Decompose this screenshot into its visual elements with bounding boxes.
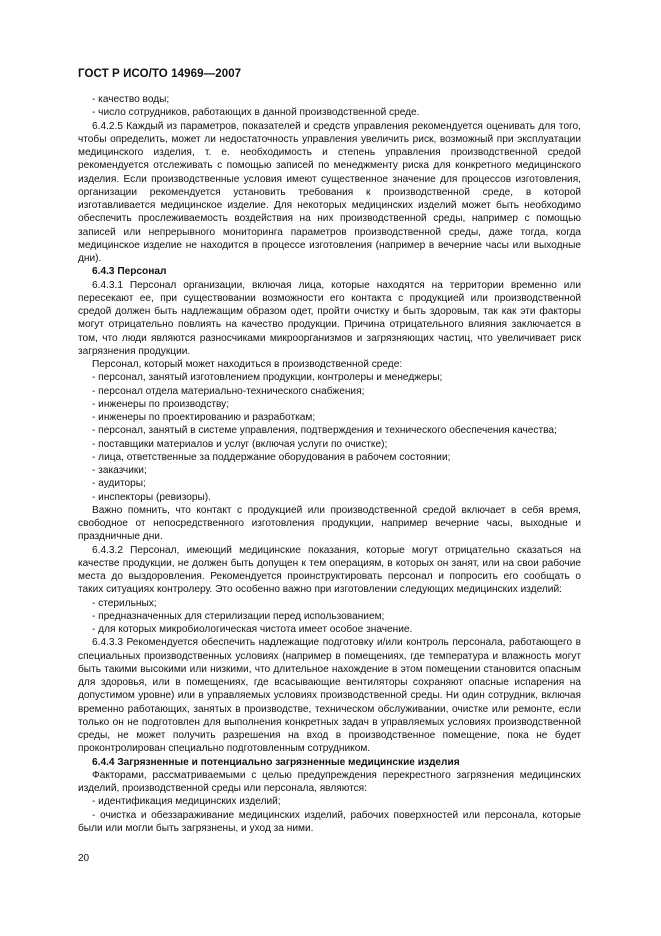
list-item: - инженеры по проектированию и разработкам;: [92, 412, 316, 423]
list-item: - поставщики материалов и услуг (включая услуги по очистке);: [92, 438, 388, 450]
list-item: - инспекторы (ревизоры).: [92, 491, 211, 503]
list-item: - идентификация медицинских изделий;: [92, 796, 281, 808]
list-item: - персонал, занятый изготовлением продукции, контролеры и менеджеры;: [92, 372, 443, 384]
list-item: - аудиторы;: [92, 478, 146, 490]
list-item: - персонал, занятый в системе управления, подтверждения и технического обеспечения качества;: [92, 425, 557, 437]
list-item: - заказчики;: [92, 465, 147, 476]
list-item: - стерильных;: [92, 597, 157, 609]
list-item: - для которых микробиологическая чистота имеет особое значение.: [92, 624, 413, 635]
list-item: - качество воды;: [92, 94, 170, 105]
page-number: 20: [78, 853, 90, 864]
paragraph: Персонал, который может находиться в производственной среде:: [92, 359, 403, 370]
paragraph: 6.4.3.3 Рекомендуется обеспечить надлежащие подготовку и/или контроль персонала, работающего в специальных производственных условиях (например в помещениях, где температура и влажность могут быть такими высокими или низкими, что длительное нахождение в этом помещении становится опасным для здоровья, или в помещениях, где всасывающие вентиляторы сохраняют опасные испарения на допустимом уровне) или в управляемых условиях производственной среды. Ни один сотрудник, включая временно работающих, занятых в производстве, техническом обслуживании, очистке или ремонте, если только он не подготовлен для выполнения конкретных задач в управляемых условиях производственной среды, не может получить разрешения на вход в производственное помещение, пока не будет проконтролирован специально подготовленным сотрудником.: [78, 637, 581, 755]
paragraph: 6.4.2.5 Каждый из параметров, показателей и средств управления рекомендуется оценивать для того, чтобы определить, может ли недостаточность управления увеличить риск, возможный при эксплуатации медицинского изделия, т. е. необходимость и степень управления производственной средой рекомендуется отслеживать с помощью записей по менеджменту риска для конкретного медицинского изделия. Если производственные условия имеют существенное значение для процессов изготовления, организации рекомендуется установить требования к производственной среде, в которой изготавливается медицинское изделие. Для некоторых медицинских изделий может быть необходимо обеспечить прослеживаемость воздействия на них производственной среды, например с помощью записей или непрерывного мониторинга параметров производственной среды, даже тогда, когда медицинское изделие не находится в процессе изготовления (например в вечерние часы или выходные дни).: [78, 120, 581, 264]
list-item: - число сотрудников, работающих в данной производственной среде.: [92, 107, 420, 119]
section-heading: 6.4.3 Персонал: [92, 266, 167, 278]
section-heading: 6.4.4 Загрязненные и потенциально загрязненные медицинские изделия: [92, 756, 460, 768]
list-item: - лица, ответственные за поддержание оборудования в рабочем состоянии;: [92, 451, 451, 463]
paragraph: Факторами, рассматриваемыми с целью предупреждения перекрестного загрязнения медицинских изделий, производственной среды или персонала, являются:: [78, 769, 581, 794]
document-header: ГОСТ Р ИСО/ТО 14969—2007: [78, 68, 242, 80]
list-item: - персонал отдела материально-технического снабжения;: [92, 385, 365, 397]
paragraph: - очистка и обеззараживание медицинских изделий, рабочих поверхностей или персонала, которые были или могли быть загрязнены, и уход за ними.: [78, 809, 581, 834]
list-item: - инженеры по производству;: [92, 398, 230, 410]
paragraph: 6.4.3.2 Персонал, имеющий медицинские показания, которые могут отрицательно сказаться на качестве продукции, не должен быть допущен к тем операциям, в которых он занят, или на свои рабочие места до выздоровления. Рекомендуется проинструктировать персонал и попросить его сообщать о таких ситуациях контролеру. Это особенно важно при изготовлении следующих медицинских изделий:: [78, 544, 581, 596]
paragraph: 6.4.3.1 Персонал организации, включая лица, которые находятся на территории временно или пересекают ее, при существовании возможности его контакта с продукцией или производственной средой должен быть надлежащим образом одет, пройти очистку и быть здоровым, так как эти факторы могут отрицательно повлиять на качество продукции. Причина отрицательного влияния заключается в том, что люди являются разносчиками микроорганизмов и загрязняющих частиц, что увеличивает риск загрязнения продукции.: [78, 279, 581, 357]
paragraph: Важно помнить, что контакт с продукцией или производственной средой включает в себя время, свободное от непосредственного изготовления продукции, например вечерние часы, выходные и праздничные дни.: [78, 504, 581, 543]
document-body: [78, 93, 581, 835]
list-item: - предназначенных для стерилизации перед использованием;: [92, 610, 385, 622]
